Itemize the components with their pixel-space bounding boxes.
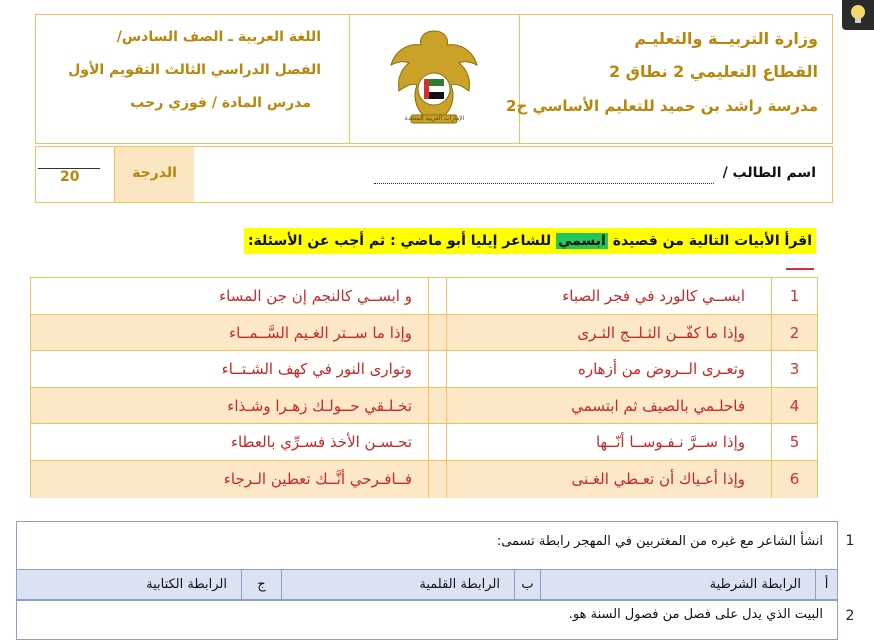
option-letter[interactable]: ج bbox=[241, 570, 281, 599]
student-name-label: اسم الطالب / bbox=[722, 165, 816, 181]
option-letter[interactable]: أ bbox=[815, 570, 837, 599]
red-underline-mark bbox=[786, 268, 814, 270]
lightbulb-button[interactable] bbox=[842, 0, 874, 30]
verse-first-half: وإذا ما كفّــن الثـلــج الثـرى bbox=[446, 315, 771, 351]
emblem-block bbox=[349, 15, 519, 143]
teacher-name: مدرس المادة / فوزي رجب bbox=[130, 95, 311, 111]
poem-row bbox=[31, 388, 817, 425]
student-name-cell bbox=[192, 147, 832, 202]
option-letter[interactable]: ب bbox=[514, 570, 540, 599]
subject-grade: اللغة العربية ـ الصف السادس/ bbox=[116, 29, 321, 45]
question-box bbox=[16, 521, 838, 570]
student-info-row bbox=[35, 146, 833, 203]
options-row bbox=[16, 569, 838, 600]
grade-label: الدرجة bbox=[132, 165, 177, 181]
question-number: 1 bbox=[845, 533, 855, 549]
poem-row bbox=[31, 351, 817, 388]
instruction-part-1: اقرأ الأبيات التالية من قصيدة bbox=[607, 233, 812, 249]
verse-separator bbox=[428, 424, 446, 460]
verse-number: 1 bbox=[771, 278, 817, 314]
poem-row bbox=[31, 278, 817, 315]
subject-block bbox=[36, 15, 351, 143]
poem-row bbox=[31, 424, 817, 461]
question-number: 2 bbox=[845, 608, 855, 624]
verse-number: 4 bbox=[771, 388, 817, 424]
emblem-caption: الإمارات العربية المتحدة bbox=[404, 115, 465, 122]
verse-first-half: وإذا ســرَّ نـفـوســا أنّــها bbox=[446, 424, 771, 460]
grade-value: 20 bbox=[60, 169, 80, 185]
sector-name: القطاع التعليمي 2 نطاق 2 bbox=[608, 62, 818, 81]
instruction-text bbox=[244, 228, 816, 254]
poem-row bbox=[31, 461, 817, 498]
grade-value-cell bbox=[36, 147, 114, 202]
verse-separator bbox=[428, 461, 446, 498]
verse-first-half: وتعـرى الــروض من أزهاره bbox=[446, 351, 771, 387]
question-box bbox=[16, 600, 838, 640]
term-assessment: الفصل الدراسي الثالث التقويم الأول bbox=[68, 62, 321, 78]
verse-separator bbox=[428, 278, 446, 314]
verse-second-half: فــافـرحي أنَّــك تعطين الـرجاء bbox=[223, 470, 412, 488]
verse-second-half: وتوارى النور في كهف الشـتــاء bbox=[221, 360, 412, 379]
instruction-part-2: للشاعر إيليا أبو ماضي : ثم أجب عن الأسئلة: bbox=[247, 233, 556, 249]
school-name: مدرسة راشد بن حميد للتعليم الأساسي ح2 bbox=[506, 97, 818, 115]
document-header bbox=[35, 14, 833, 144]
verse-second-half: وإذا ما ســتر الغـيم السَّــمــاء bbox=[229, 323, 412, 342]
verse-number: 2 bbox=[771, 315, 817, 351]
question-text: انشأ الشاعر مع غيره من المغتربين في المهجر رابطة تسمى: bbox=[496, 534, 823, 549]
verse-separator bbox=[428, 388, 446, 424]
verse-second-half: تخـلـقي حــولـك زهـرا وشـذاء bbox=[227, 396, 412, 415]
ministry-block bbox=[506, 15, 832, 143]
question-text: البيت الذي يدل على فصل من فصول السنة هو. bbox=[568, 607, 823, 622]
verse-separator bbox=[428, 351, 446, 387]
verse-first-half: وإذا أعـياك أن تعـطي الغـنى bbox=[446, 461, 771, 498]
verse-first-half: ابســي كالورد في فجر الصباء bbox=[446, 278, 771, 314]
verse-number: 3 bbox=[771, 351, 817, 387]
verse-second-half: و ابســي كالنجم إن جن المساء bbox=[219, 287, 412, 305]
verse-second-half: تحـسـن الأخذ فسـرِّي بالعطاء bbox=[230, 433, 412, 452]
questions-section bbox=[16, 521, 862, 631]
poem-row bbox=[31, 315, 817, 352]
poem-title-highlight: ابسمي bbox=[557, 233, 606, 249]
ministry-name: وزارة التربيــة والتعليـم bbox=[634, 29, 818, 48]
verse-number: 6 bbox=[771, 461, 817, 498]
verse-first-half: فاحلـمي بالصيف ثم ابتسمي bbox=[446, 388, 771, 424]
student-name-field[interactable] bbox=[374, 183, 714, 184]
verse-separator bbox=[428, 315, 446, 351]
lightbulb-icon bbox=[842, 0, 874, 30]
poem-table bbox=[30, 277, 818, 497]
option-label[interactable]: الرابطة الشرطية bbox=[540, 570, 815, 599]
verse-number: 5 bbox=[771, 424, 817, 460]
grade-label-cell bbox=[114, 147, 194, 202]
option-label[interactable]: الرابطة الكتابية bbox=[146, 577, 227, 592]
falcon-emblem-icon bbox=[349, 15, 519, 143]
option-label[interactable]: الرابطة القلمية bbox=[281, 570, 514, 599]
